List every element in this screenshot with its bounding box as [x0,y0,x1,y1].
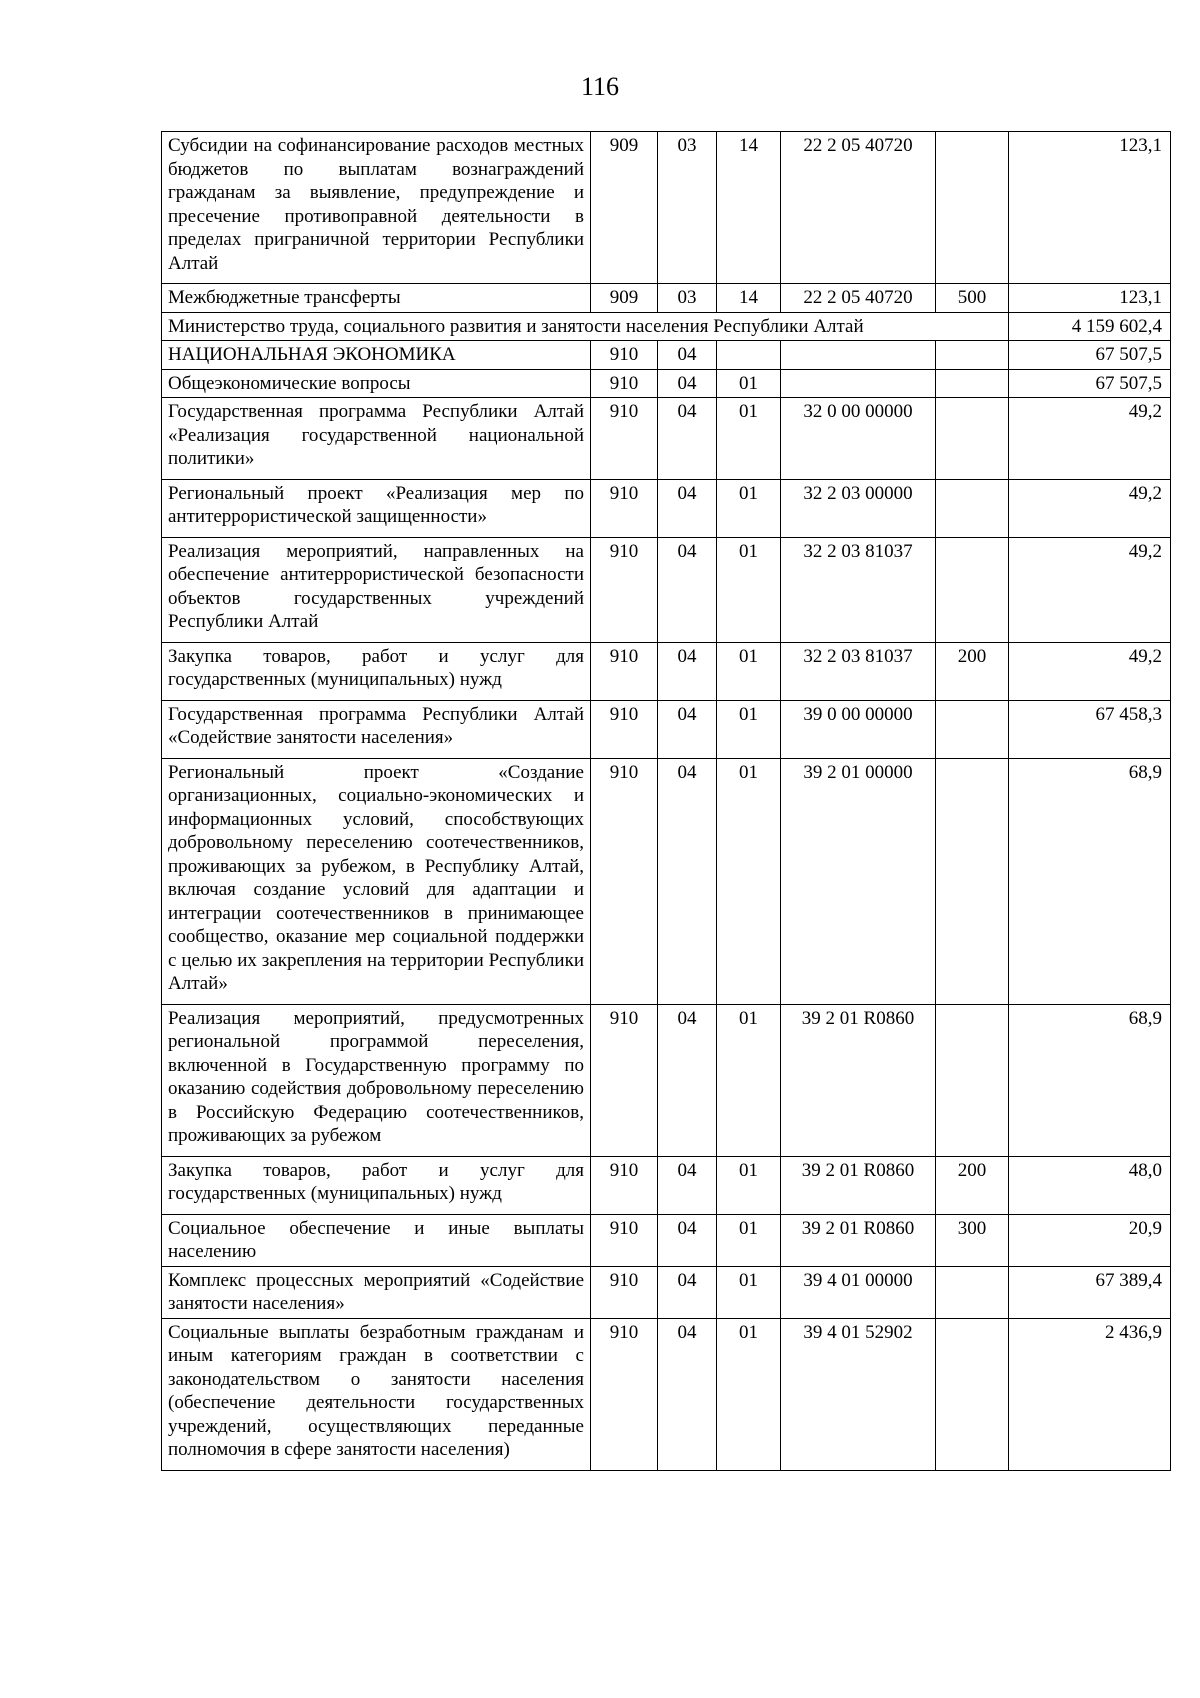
ministry-code: 909 [591,132,658,284]
table-row [162,312,1171,341]
item-name: Комплекс процессных мероприятий «Содействие занятости населения» [162,1266,591,1318]
item-name: Общеэкономические вопросы [162,369,591,398]
target-article-code: 22 2 05 40720 [781,132,936,284]
amount: 49,2 [1009,398,1171,480]
expense-type-code: 300 [936,1214,1009,1266]
amount: 49,2 [1009,537,1171,642]
section-code: 04 [658,341,717,370]
amount: 68,9 [1009,758,1171,1004]
subsection-code [717,341,781,370]
ministry-code: 910 [591,1214,658,1266]
expense-type-code: 200 [936,642,1009,700]
item-name: Социальные выплаты безработным гражданам и иным категориям граждан в соответствии с законодательством о занятости населения (обеспечение деятельности государственных учреждений, осуществляющих переданные полномочия в сфере занятости населения) [162,1318,591,1470]
ministry-code: 909 [591,284,658,313]
amount: 49,2 [1009,479,1171,537]
item-name: Закупка товаров, работ и услуг для государственных (муниципальных) нужд [162,642,591,700]
section-code: 04 [658,700,717,758]
ministry-title: Министерство труда, социального развития и занятости населения Республики Алтай [162,312,1009,341]
section-code: 04 [658,642,717,700]
section-code: 04 [658,1214,717,1266]
table-row [162,341,1171,370]
target-article-code [781,341,936,370]
subsection-code: 01 [717,537,781,642]
section-code: 04 [658,1156,717,1214]
subsection-code: 01 [717,1266,781,1318]
table-row [162,758,1171,1004]
target-article-code: 39 4 01 52902 [781,1318,936,1470]
section-code: 04 [658,1004,717,1156]
table-row [162,479,1171,537]
amount: 2 436,9 [1009,1318,1171,1470]
ministry-code: 910 [591,369,658,398]
item-name: Государственная программа Республики Алтай «Содействие занятости населения» [162,700,591,758]
amount: 4 159 602,4 [1009,312,1171,341]
subsection-code: 01 [717,700,781,758]
expense-type-code [936,132,1009,284]
amount: 68,9 [1009,1004,1171,1156]
subsection-code: 01 [717,369,781,398]
ministry-code: 910 [591,1318,658,1470]
subsection-code: 14 [717,132,781,284]
target-article-code [781,369,936,398]
amount: 67 507,5 [1009,341,1171,370]
item-name: Реализация мероприятий, предусмотренных региональной программой переселения, включенной в Государственную программу по оказанию содействия добровольному переселению в Российскую Федерацию соотечественников, проживающих за рубежом [162,1004,591,1156]
subsection-code: 01 [717,398,781,480]
target-article-code: 22 2 05 40720 [781,284,936,313]
expense-type-code [936,1004,1009,1156]
expense-type-code [936,398,1009,480]
table-row [162,1156,1171,1214]
section-code: 04 [658,537,717,642]
expense-type-code [936,1266,1009,1318]
table-row [162,284,1171,313]
item-name: НАЦИОНАЛЬНАЯ ЭКОНОМИКА [162,341,591,370]
ministry-code: 910 [591,479,658,537]
table-row [162,1266,1171,1318]
ministry-code: 910 [591,1266,658,1318]
subsection-code: 01 [717,758,781,1004]
amount: 67 507,5 [1009,369,1171,398]
expense-type-code [936,700,1009,758]
target-article-code: 39 0 00 00000 [781,700,936,758]
expense-type-code: 200 [936,1156,1009,1214]
ministry-code: 910 [591,1004,658,1156]
ministry-code: 910 [591,1156,658,1214]
amount: 48,0 [1009,1156,1171,1214]
item-name: Региональный проект «Реализация мер по антитеррористической защищенности» [162,479,591,537]
expense-type-code [936,341,1009,370]
item-name: Межбюджетные трансферты [162,284,591,313]
item-name: Закупка товаров, работ и услуг для государственных (муниципальных) нужд [162,1156,591,1214]
ministry-code: 910 [591,398,658,480]
target-article-code: 39 2 01 R0860 [781,1156,936,1214]
item-name: Региональный проект «Создание организационных, социально-экономических и информационных условий, способствующих добровольному переселению соотечественников, проживающих за рубежом, в Республику Алтай, включая создание условий для адаптации и интеграции соотечественников в принимающее сообщество, оказание мер социальной поддержки с целью их закрепления на территории Республики Алтай» [162,758,591,1004]
subsection-code: 14 [717,284,781,313]
subsection-code: 01 [717,642,781,700]
ministry-code: 910 [591,642,658,700]
subsection-code: 01 [717,1156,781,1214]
section-code: 04 [658,479,717,537]
target-article-code: 32 2 03 81037 [781,642,936,700]
table-row [162,1318,1171,1470]
ministry-code: 910 [591,758,658,1004]
section-code: 04 [658,1266,717,1318]
item-name: Социальное обеспечение и иные выплаты населению [162,1214,591,1266]
expense-type-code [936,537,1009,642]
ministry-code: 910 [591,537,658,642]
expense-type-code [936,758,1009,1004]
amount: 123,1 [1009,132,1171,284]
subsection-code: 01 [717,1004,781,1156]
table-row [162,132,1171,284]
target-article-code: 39 2 01 R0860 [781,1214,936,1266]
amount: 49,2 [1009,642,1171,700]
table-row [162,642,1171,700]
table-row [162,369,1171,398]
expense-type-code [936,1318,1009,1470]
table-row [162,700,1171,758]
table-row [162,1214,1171,1266]
item-name: Реализация мероприятий, направленных на обеспечение антитеррористической безопасности объектов государственных учреждений Республики Алтай [162,537,591,642]
amount: 67 458,3 [1009,700,1171,758]
table-row [162,537,1171,642]
section-code: 04 [658,369,717,398]
page-number: 116 [580,72,620,101]
amount: 20,9 [1009,1214,1171,1266]
expense-type-code [936,479,1009,537]
target-article-code: 39 2 01 00000 [781,758,936,1004]
expense-type-code [936,369,1009,398]
section-code: 03 [658,132,717,284]
table-row [162,398,1171,480]
amount: 123,1 [1009,284,1171,313]
target-article-code: 39 4 01 00000 [781,1266,936,1318]
item-name: Субсидии на софинансирование расходов местных бюджетов по выплатам вознаграждений гражданам за выявление, предупреждение и пресечение противоправной деятельности в пределах приграничной территории Республики Алтай [162,132,591,284]
subsection-code: 01 [717,479,781,537]
target-article-code: 32 2 03 81037 [781,537,936,642]
amount: 67 389,4 [1009,1266,1171,1318]
subsection-code: 01 [717,1214,781,1266]
budget-table [161,131,1171,1471]
expense-type-code: 500 [936,284,1009,313]
ministry-code: 910 [591,700,658,758]
table-row [162,1004,1171,1156]
item-name: Государственная программа Республики Алтай «Реализация государственной национальной политики» [162,398,591,480]
target-article-code: 32 2 03 00000 [781,479,936,537]
target-article-code: 32 0 00 00000 [781,398,936,480]
section-code: 03 [658,284,717,313]
section-code: 04 [658,1318,717,1470]
target-article-code: 39 2 01 R0860 [781,1004,936,1156]
section-code: 04 [658,398,717,480]
ministry-code: 910 [591,341,658,370]
subsection-code: 01 [717,1318,781,1470]
section-code: 04 [658,758,717,1004]
